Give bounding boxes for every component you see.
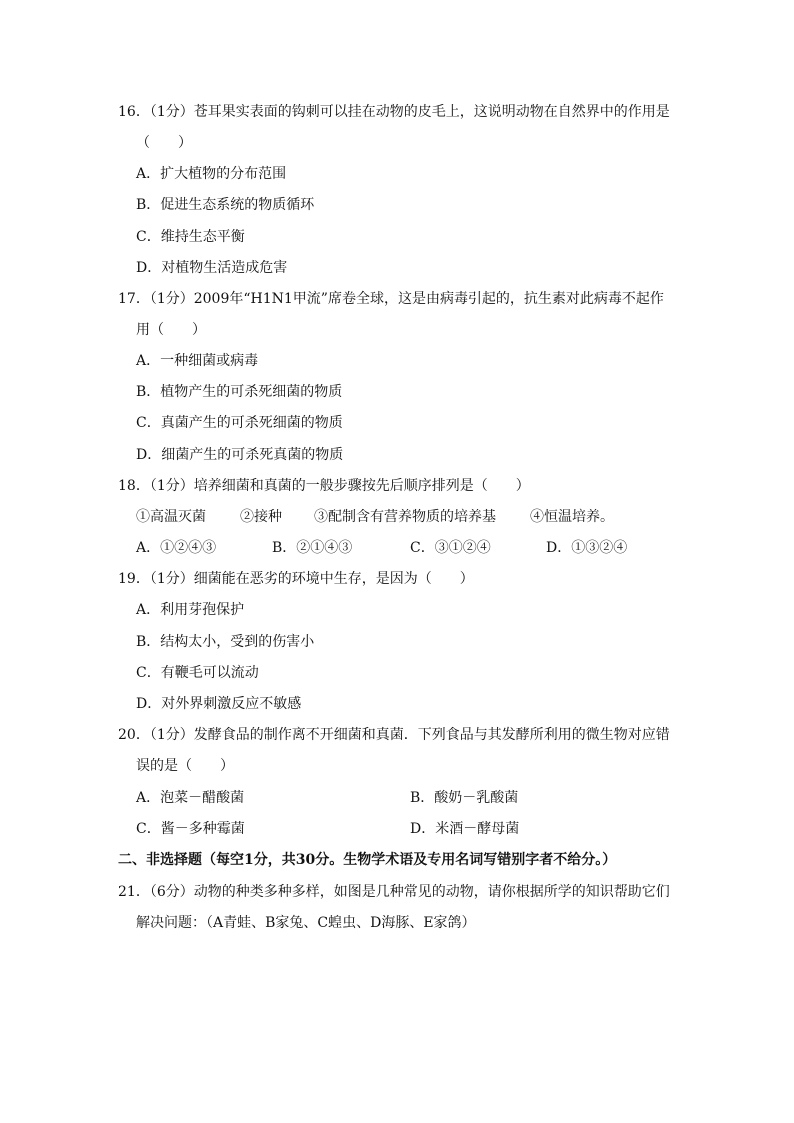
- q20-stem-line2: 误的是（ ）: [136, 758, 234, 774]
- q17-option-c: C．真菌产生的可杀死细菌的物质: [136, 415, 343, 431]
- q16-option-d: D．对植物生活造成危害: [136, 260, 288, 276]
- q20-option-a: A．泡菜－醋酸菌: [136, 790, 245, 806]
- q16-option-b: B．促进生态系统的物质循环: [136, 197, 315, 213]
- q18-step-2: ②接种: [240, 509, 282, 525]
- q20-option-c: C．酱－多种霉菌: [136, 821, 245, 837]
- q17-option-b: B．植物产生的可杀死细菌的物质: [136, 384, 343, 400]
- q16-stem-line2: （ ）: [136, 135, 192, 151]
- q19-option-d: D．对外界刺激反应不敏感: [136, 696, 302, 712]
- q20-stem-line1: 20．（1分）发酵食品的制作离不开细菌和真菌．下列食品与其发酵所利用的微生物对应错: [118, 727, 670, 743]
- q16-option-a: A．扩大植物的分布范围: [136, 166, 287, 182]
- q19-option-a: A．利用芽孢保护: [136, 602, 245, 618]
- q19-option-c: C．有鞭毛可以流动: [136, 665, 259, 681]
- q19-option-b: B．结构太小，受到的伤害小: [136, 634, 315, 650]
- q16-option-c: C．维持生态平衡: [136, 229, 245, 245]
- q17-option-d: D．细菌产生的可杀死真菌的物质: [136, 447, 344, 463]
- q17-stem-line2: 用（ ）: [136, 322, 206, 338]
- q18-step-3: ③配制含有营养物质的培养基: [314, 509, 496, 525]
- q17-stem-line1: 17．（1分）2009年“H1N1甲流”席卷全球，这是由病毒引起的，抗生素对此病毒不起作: [118, 291, 664, 307]
- q18-step-1: ①高温灭菌: [136, 509, 206, 525]
- q18-option-c: C．③①②④: [410, 540, 491, 556]
- q18-step-4: ④恒温培养。: [530, 509, 614, 525]
- q21-stem-line1: 21．（6分）动物的种类多种多样，如图是几种常见的动物，请你根据所学的知识帮助它们: [118, 884, 670, 900]
- q18-stem-line1: 18．（1分）培养细菌和真菌的一般步骤按先后顺序排列是（ ）: [118, 478, 530, 494]
- q18-option-a: A．①②④③: [136, 540, 217, 556]
- q17-option-a: A．一种细菌或病毒: [136, 353, 259, 369]
- q16-stem-line1: 16．（1分）苍耳果实表面的钩刺可以挂在动物的皮毛上，这说明动物在自然界中的作用是: [118, 104, 670, 120]
- section2-heading: 二、非选择题（每空1分，共30分。生物学术语及专用名词写错别字者不给分。）: [118, 852, 617, 868]
- q20-option-d: D．米酒－酵母菌: [410, 821, 520, 837]
- q21-stem-line2: 解决问题：（A青蛙、B家兔、C蝗虫、D海豚、E家鸽）: [136, 915, 476, 931]
- q18-option-b: B．②①④③: [272, 540, 353, 556]
- q19-stem-line1: 19．（1分）细菌能在恶劣的环境中生存，是因为（ ）: [118, 571, 474, 587]
- q20-option-b: B．酸奶－乳酸菌: [410, 790, 519, 806]
- q18-option-d: D．①③②④: [546, 540, 628, 556]
